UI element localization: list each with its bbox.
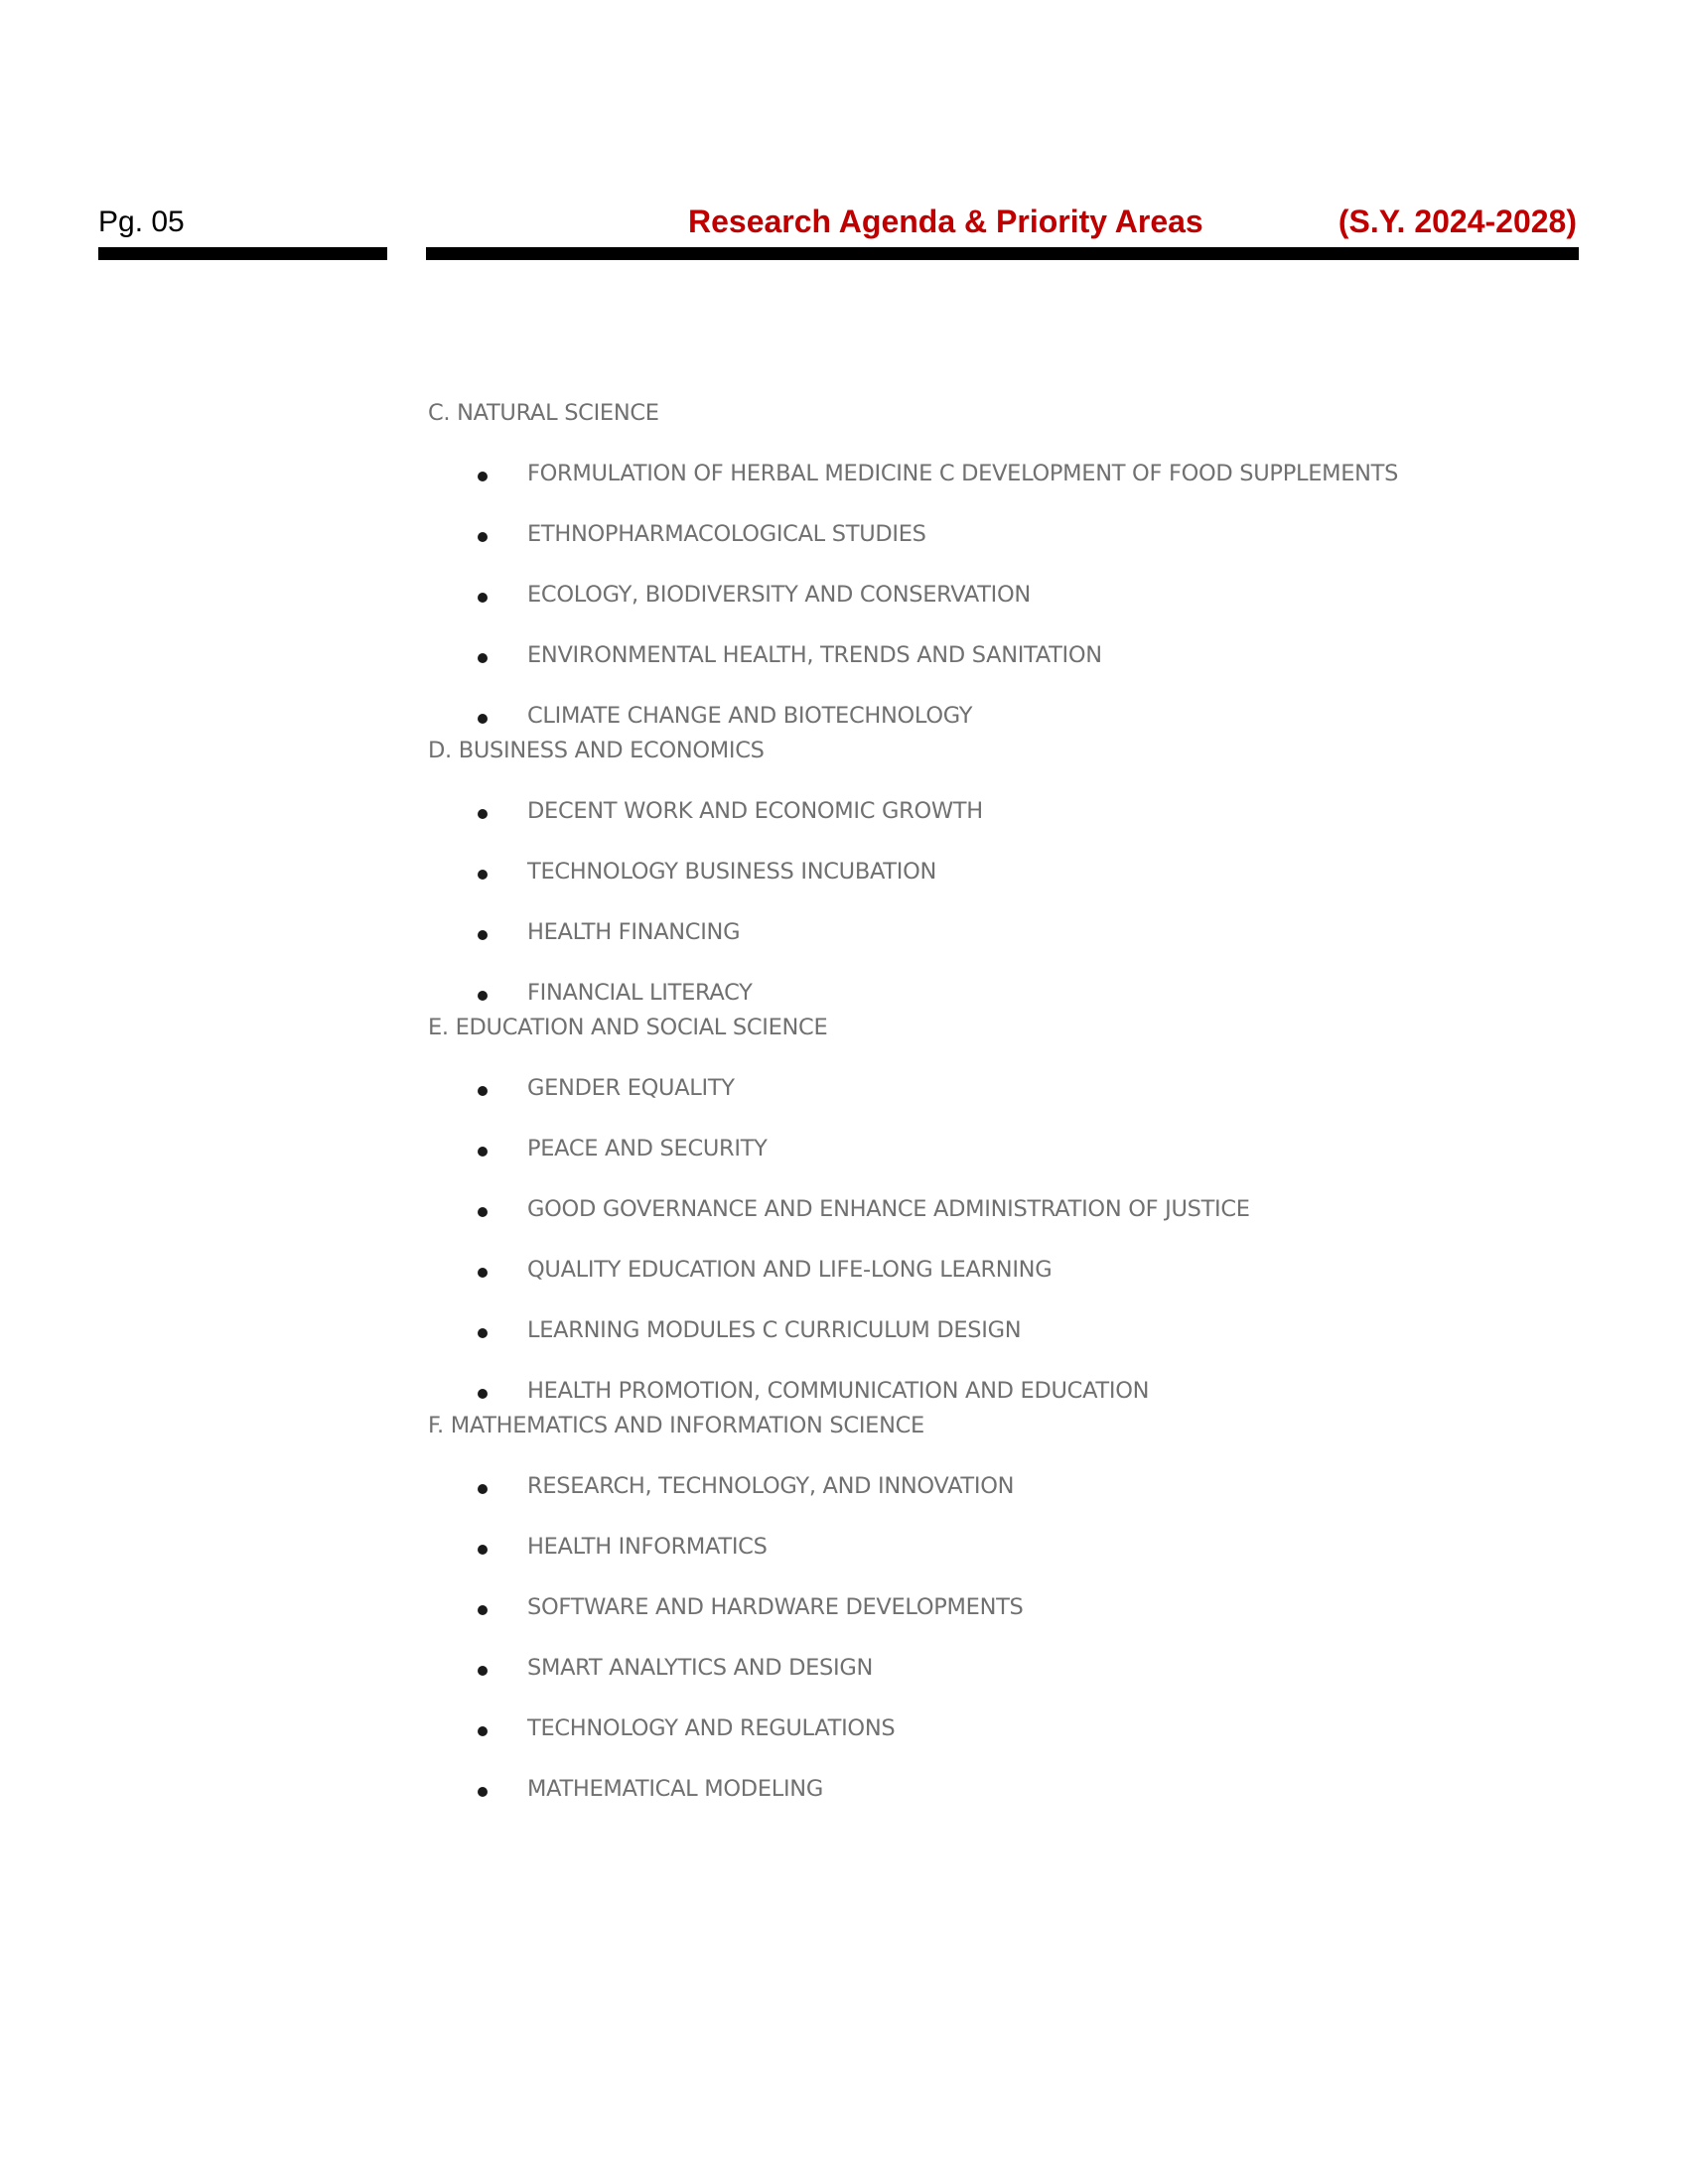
list-item: [428, 1349, 1619, 1408]
list-item: [428, 1626, 1619, 1687]
list-item: [428, 769, 1619, 830]
list-item: [428, 614, 1619, 674]
section-natural-science: [428, 395, 1619, 733]
list-item: [428, 830, 1619, 890]
list-item: [428, 553, 1619, 614]
list-item-text: RESEARCH, TECHNOLOGY, AND INNOVATION: [527, 1473, 1015, 1499]
list-item-text: PEACE AND SECURITY: [527, 1136, 768, 1161]
list-item-text: ECOLOGY, BIODIVERSITY AND CONSERVATION: [527, 582, 1031, 608]
list-item-text: QUALITY EDUCATION AND LIFE-LONG LEARNING: [527, 1257, 1053, 1283]
bullet-icon: [478, 653, 488, 663]
list-item: [428, 1687, 1619, 1747]
list-item: [428, 1505, 1619, 1566]
list-item: [428, 492, 1619, 553]
list-item-text: FORMULATION OF HERBAL MEDICINE C DEVELOPMENT OF FOOD SUPPLEMENTS: [527, 461, 1399, 486]
list-item-text: FINANCIAL LITERACY: [527, 980, 753, 1006]
bullet-icon: [478, 1484, 488, 1494]
section-business-economics: [428, 733, 1619, 1010]
bullet-icon: [478, 1666, 488, 1676]
section-list: [428, 432, 1619, 733]
list-item-text: SMART ANALYTICS AND DESIGN: [527, 1655, 874, 1681]
section-list: [428, 1046, 1619, 1408]
list-item: [428, 1444, 1619, 1505]
list-item-text: GOOD GOVERNANCE AND ENHANCE ADMINISTRATION OF JUSTICE: [527, 1196, 1250, 1222]
section-heading: E. EDUCATION AND SOCIAL SCIENCE: [428, 1015, 828, 1040]
list-item-text: ETHNOPHARMACOLOGICAL STUDIES: [527, 521, 926, 547]
list-item: [428, 432, 1619, 492]
bullet-icon: [478, 1147, 488, 1157]
list-item: [428, 1747, 1619, 1806]
bullet-icon: [478, 1207, 488, 1217]
bullet-icon: [478, 1726, 488, 1736]
list-item: [428, 1566, 1619, 1626]
school-year: (S.Y. 2024-2028): [1337, 204, 1577, 239]
priority-areas-content: [428, 395, 1619, 1806]
list-item-text: GENDER EQUALITY: [527, 1075, 735, 1101]
bullet-icon: [478, 870, 488, 880]
list-item-text: HEALTH INFORMATICS: [527, 1534, 768, 1560]
list-item-text: LEARNING MODULES C CURRICULUM DESIGN: [527, 1317, 1022, 1343]
list-item: [428, 1289, 1619, 1349]
section-heading: F. MATHEMATICS AND INFORMATION SCIENCE: [428, 1413, 924, 1438]
section-education-social-science: [428, 1010, 1619, 1408]
list-item-text: TECHNOLOGY AND REGULATIONS: [527, 1715, 896, 1741]
list-item: [428, 1046, 1619, 1107]
bullet-icon: [478, 1605, 488, 1615]
header-rule-left: [98, 247, 387, 260]
bullet-icon: [478, 1086, 488, 1096]
list-item-text: SOFTWARE AND HARDWARE DEVELOPMENTS: [527, 1594, 1024, 1620]
bullet-icon: [478, 1787, 488, 1797]
document-title: Research Agenda & Priority Areas: [688, 204, 1203, 239]
list-item-text: DECENT WORK AND ECONOMIC GROWTH: [527, 798, 983, 824]
page-number: Pg. 05: [98, 205, 185, 238]
list-item-text: MATHEMATICAL MODELING: [527, 1776, 823, 1802]
list-item-text: HEALTH FINANCING: [527, 919, 741, 945]
bullet-icon: [478, 472, 488, 481]
bullet-icon: [478, 714, 488, 724]
bullet-icon: [478, 532, 488, 542]
list-item: [428, 1167, 1619, 1228]
bullet-icon: [478, 809, 488, 819]
section-heading: C. NATURAL SCIENCE: [428, 400, 659, 426]
section-mathematics-information-science: [428, 1408, 1619, 1806]
bullet-icon: [478, 593, 488, 603]
list-item-text: HEALTH PROMOTION, COMMUNICATION AND EDUCATION: [527, 1378, 1150, 1404]
list-item-text: ENVIRONMENTAL HEALTH, TRENDS AND SANITATION: [527, 642, 1102, 668]
list-item: [428, 1228, 1619, 1289]
section-heading: D. BUSINESS AND ECONOMICS: [428, 738, 765, 763]
list-item: [428, 951, 1619, 1010]
section-list: [428, 1444, 1619, 1806]
bullet-icon: [478, 1268, 488, 1278]
bullet-icon: [478, 930, 488, 940]
list-item: [428, 1107, 1619, 1167]
section-list: [428, 769, 1619, 1010]
list-item-text: CLIMATE CHANGE AND BIOTECHNOLOGY: [527, 703, 973, 729]
bullet-icon: [478, 1389, 488, 1399]
list-item-text: TECHNOLOGY BUSINESS INCUBATION: [527, 859, 937, 885]
bullet-icon: [478, 1328, 488, 1338]
bullet-icon: [478, 991, 488, 1001]
list-item: [428, 674, 1619, 733]
bullet-icon: [478, 1545, 488, 1555]
header-rule-right: [426, 247, 1579, 260]
list-item: [428, 890, 1619, 951]
